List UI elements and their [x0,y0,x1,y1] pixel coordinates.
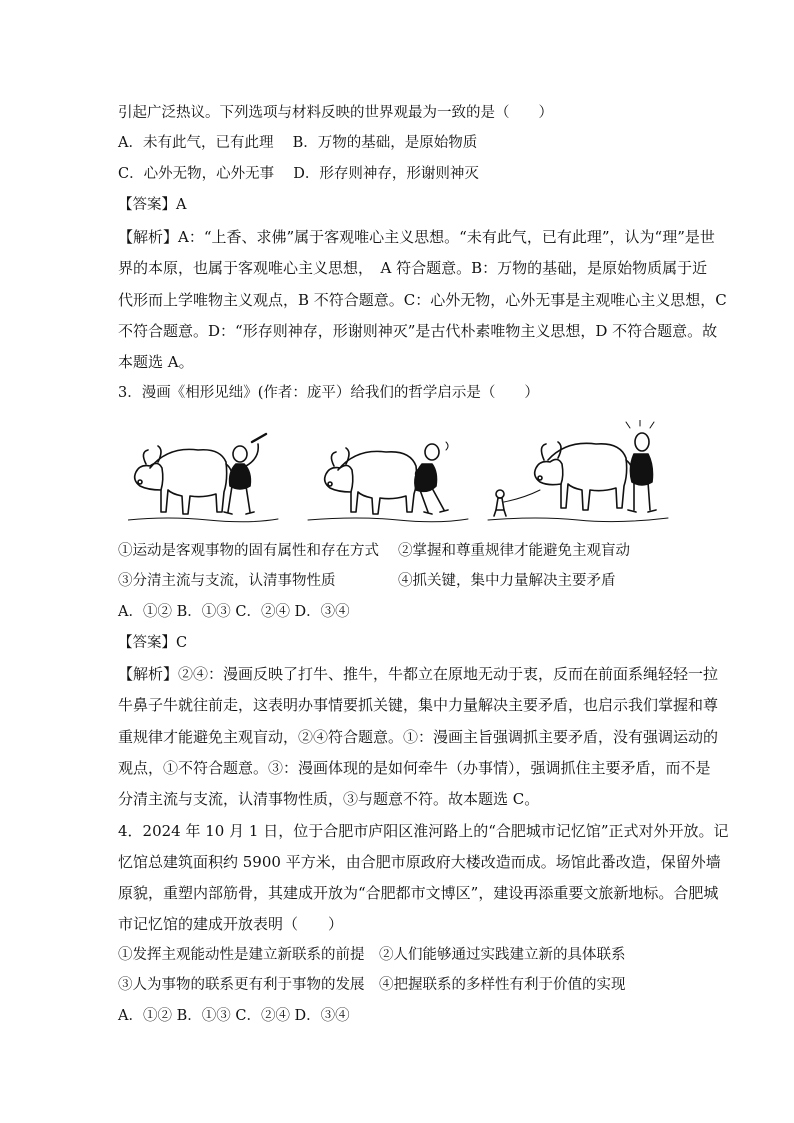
q4-choices: A．①② B．①③ C．②④ D．③④ [118,1008,350,1024]
answer-label: 【答案】 [118,635,176,651]
q3-analysis-line: 牛鼻子牛就往前走，这表明办事情要抓关键，集中力量解决主要矛盾，也启示我们掌握和尊 [118,696,719,714]
q2-answer [118,195,186,215]
q3-analysis-line: 分清主流与支流，认清事物性质，③与题意不符。故本题选 C。 [118,790,540,808]
answer-label: 【答案】 [118,197,176,213]
q4-stem-line: 市记忆馆的建成开放表明（ ） [118,915,344,933]
q3-choices: A．①② B．①③ C．②④ D．③④ [118,604,350,620]
q4-stem-line: 4．2024 年 10 月 1 日，位于合肥市庐阳区淮河路上的“合肥城市记忆馆”正式对外开放。记 [118,822,729,840]
analysis-label: 【解析】 [118,228,179,246]
q3-statement-1: ①运动是客观事物的固有属性和存在方式 [118,543,379,559]
analysis-label: 【解析】 [118,665,179,683]
cartoon-panel-3 [488,420,668,522]
answer-value: A [176,197,187,213]
analysis-text: A：“上香、求佛”属于客观唯心主义思想。“未有此气，已有此理”，认为“理”是世 [178,228,715,246]
cartoon-panel-2 [308,442,468,522]
q2-options-ab: A．未有此气，已有此理 B．万物的基础，是原始物质 [118,135,478,151]
q3-analysis-line: 重规律才能避免主观盲动，②④符合题意。①：漫画主旨强调抓主要矛盾，没有强调运动的 [118,728,719,746]
q2-analysis-line [118,227,715,247]
q2-stem: 引起广泛热议。下列选项与材料反映的世界观最为一致的是（ ） [118,105,553,121]
cartoon-image [128,420,688,532]
q3-analysis-line: 观点，①不符合题意。③：漫画体现的是如何牵牛（办事情），强调抓住主要矛盾，而不是 [118,759,711,777]
q4-statements-line-2: ③人为事物的联系更有利于事物的发展 ④把握联系的多样性有利于价值的实现 [118,977,626,993]
q3-analysis-line [118,664,718,684]
q4-stem-line: 忆馆总建筑面积约 5900 平方米，由合肥市原政府大楼改造而成。场馆此番改造，保留外墙 [118,853,721,871]
cartoon-panel-1 [128,434,278,522]
q2-options-cd: C．心外无物，心外无事 D．形存则神存，形谢则神灭 [118,166,479,182]
q3-answer [118,633,187,653]
q3-statement-4: ④抓关键，集中力量解决主要矛盾 [398,573,616,589]
q4-statements-line-1: ①发挥主观能动性是建立新联系的前提 ②人们能够通过实践建立新的具体联系 [118,947,626,963]
answer-value: C [176,635,188,651]
q4-stem-line: 原貌，重塑内部筋骨，其建成开放为“合肥都市文博区”，建设再添重要文旅新地标。合肥城 [118,884,719,902]
q2-analysis-line: 本题选 A。 [118,353,194,371]
analysis-text: ②④：漫画反映了打牛、推牛，牛都立在原地无动于衷，反而在前面系绳轻轻一拉 [178,665,719,683]
q2-analysis-line: 界的本原，也属于客观唯心主义思想， A 符合题意。B：万物的基础，是原始物质属于近 [118,259,708,277]
q3-statement-3: ③分清主流与支流，认清事物性质 [118,573,336,589]
q3-statement-2: ②掌握和尊重规律才能避免主观盲动 [398,543,630,559]
q3-stem: 3．漫画《相形见绌》(作者：庞平）给我们的哲学启示是（ ） [118,385,539,401]
q2-analysis-line: 不符合题意。D：“形存则神存，形谢则神灭”是古代朴素唯物主义思想，D 不符合题意。故 [118,322,718,340]
q2-analysis-line: 代形而上学唯物主义观点，B 不符合题意。C：心外无物，心外无事是主观唯心主义思想，C [118,291,727,309]
